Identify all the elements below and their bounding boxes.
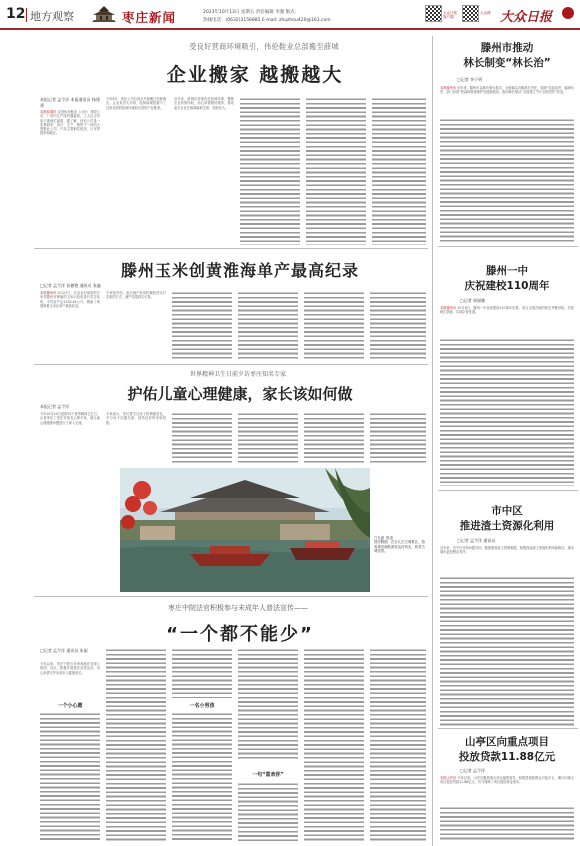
page-number: 12 [6, 6, 26, 22]
dateline-label: 本报滕州讯 [440, 86, 457, 90]
body-column [306, 97, 366, 245]
divider [438, 246, 578, 247]
side-story-headline: 投放贷款11.88亿元 [458, 751, 556, 763]
body-column [440, 806, 574, 842]
story-headline: 滕州玉米创黄淮海单产最高纪录 [120, 261, 359, 280]
byline: 本报记者 孟令洋 [40, 404, 70, 409]
body-column [304, 291, 364, 361]
paragraph: 9月27日，农业农村部组织专家对滕州市种植的玉米示范田进行实打验收，平均亩产达1150.45公斤，刷新了黄淮海夏玉米区单产最高纪录。 [40, 291, 100, 308]
body-column [172, 412, 232, 464]
body-column [172, 712, 232, 842]
body-column [238, 291, 298, 361]
paragraph: 专家表示，家长要关注孩子的情绪变化，多与孩子沟通交流，营造良好的家庭氛围。 [106, 412, 166, 425]
body-column [172, 291, 232, 361]
story-kicker: 枣庄中院法官积极参与未成年人普法宣传—— [168, 604, 308, 612]
side-story-label: 市中区 [491, 505, 523, 517]
story-kicker: 世界精神卫生日前夕访枣庄知名专家 [189, 371, 286, 378]
section-subtitle: 一名小男孩 [189, 703, 215, 709]
byline: □记者 孟令洋 孙德艳 通讯员 张鑫 [40, 283, 101, 288]
dateline [40, 110, 100, 245]
byline: 本报记者 孟令洋 本报通讯员 杨建勇 [40, 97, 100, 108]
divider [34, 364, 428, 365]
byline: □记者 李子明 [457, 77, 483, 82]
body-column [440, 118, 574, 242]
divider [438, 728, 578, 729]
body-column [40, 662, 100, 690]
paper-name: 枣庄新闻 [122, 10, 177, 25]
byline: □记者 孟令洋 通讯员 朱丽 [40, 648, 88, 653]
masthead [0, 0, 580, 36]
body-column [238, 782, 298, 842]
side-story-headline: 推进渣土资源化利用 [459, 520, 555, 532]
body-column [106, 648, 166, 842]
divider [26, 8, 27, 22]
body-column [238, 648, 298, 760]
body-column [106, 97, 166, 245]
dateline-label: 本报滕州讯 [440, 306, 457, 310]
body-column [40, 412, 100, 592]
dateline-label: 本报薛城讯 [40, 110, 57, 114]
side-story-headline: 庆祝建校110周年 [464, 280, 550, 292]
body-column [370, 648, 426, 842]
body-column [174, 97, 234, 245]
body-column [440, 338, 574, 486]
photo-caption: □孔湛 报道 国庆假期，在台儿庄古城景区，游客乘坐画舫游览运河风光，欣赏古城美景。 [374, 536, 425, 554]
paragraph: 近年来，滕州市以林长制为抓手，全面落实各级林长责任，构建“党政同责、属地负责、部门协同”的森林资源保护发展新格局，推动林长制从“全面建立”向“全面见效”转变。 [440, 86, 574, 95]
section-subtitle: 一个小心愿 [57, 703, 83, 709]
divider [438, 490, 578, 491]
pagoda-logo-icon [90, 4, 118, 24]
masthead-rule [0, 28, 580, 30]
seal-icon [562, 7, 574, 19]
paragraph: 今年以来，山亭区聚焦重点项目融资需求，积极搭建政银企对接平台，累计向重点项目投放贷款11.88亿元，有力保障了项目建设资金需求。 [440, 776, 574, 785]
paragraph: 近年来，市中区坚持问题导向，聚焦建筑渣土管理难题，积极探索渣土资源化利用新路径，推动城市更加整洁有序。 [440, 546, 574, 555]
section-subtitle: 一句“喜欢你” [252, 772, 284, 778]
paragraph: 10月8日，滕州一中迎来建校110周年庆典，来自全国各地的校友齐聚母校，共叙师生情谊，共谋学校发展。 [440, 306, 574, 315]
body-column [40, 291, 100, 361]
body-column [238, 412, 298, 464]
side-story-headline: 林长制变“林长治” [463, 57, 551, 69]
body-column [370, 291, 426, 361]
paragraph: 今年8月，伟伦公司总部从外地搬迁至薛城区。企业负责人介绍，选择薛城是看中了这里优质的营商环境和完善的产业配套。 [106, 97, 166, 110]
body-column [370, 412, 426, 464]
story-kicker: 受良好营商环境吸引，伟伦鞋业总部搬至薛城 [189, 42, 339, 51]
photo-ancient-town [120, 468, 370, 592]
paragraph: 今年以来，枣庄中院少年审判庭法官深入校园、社区，积极开展普法宣传活动，用心用情守护未成年人健康成长。 [40, 662, 100, 675]
side-story-label: 山亭区向重点项目 [465, 736, 549, 748]
story-headline: “一个都不能少” [166, 624, 314, 645]
paragraph: 走进伟伦鞋业（山东）有限公司，厂房内生产线机器轰鸣，工人们正有条不紊地忙碌着。据了解，伟伦公司是一家集研发、设计、生产、销售于一体的大型鞋业公司，产品主要销往欧美、日本等国家和地区。 [40, 110, 100, 136]
side-story-label: 滕州市推动 [480, 42, 534, 54]
story-headline: 企业搬家 越搬越大 [166, 64, 344, 86]
byline: □记者 崔丽娜 [460, 298, 486, 303]
paragraph: 专家组介绍，此次测产采用机械收获实打实收的方式，测产结果真实可靠。 [106, 291, 166, 300]
qr-code-icon [425, 5, 442, 22]
section-label: 地方观察 [30, 10, 74, 23]
story-headline: 护佑儿童心理健康，家长该如何做 [127, 385, 353, 403]
body-column [372, 97, 426, 245]
body-column [40, 712, 100, 842]
dateline-label: 本报滕州讯 [40, 291, 57, 295]
divider [34, 596, 428, 597]
side-story-label: 滕州一中 [486, 265, 528, 277]
body-column [172, 648, 232, 698]
body-column [440, 86, 574, 116]
body-column [240, 97, 300, 245]
qr-code-icon [462, 5, 479, 22]
newspaper-title: 大众日报 [500, 10, 553, 25]
body-column [304, 412, 364, 464]
byline: □记者 孟令洋 [460, 768, 486, 773]
body-column [440, 776, 574, 804]
date-line: 2023年10月13日 星期五 责任编辑 李强 版式： [203, 10, 300, 15]
body-column [440, 576, 574, 726]
column-rule [432, 36, 433, 846]
divider [34, 248, 428, 249]
body-column [106, 291, 166, 361]
body-column [440, 306, 574, 336]
paragraph: 今年10月10日是第32个世界精神卫生日，记者采访了枣庄市知名心理专家，就儿童心理健康问题进行了深入交流。 [40, 412, 100, 425]
qr-label: 大众日报客户端 [443, 11, 457, 19]
dateline-label: 本报山亭讯 [440, 776, 457, 780]
paragraph: 近年来，薛城区持续优化营商环境，聚焦企业所需所盼，用心用情做好服务，推动更多企业在薛城落地生根、发展壮大。 [174, 97, 234, 110]
qr-label: 大众网 [480, 11, 491, 15]
phone-line: 热线电话：(0632)3156885 E-mail: zhuzhou420@163.com [203, 18, 331, 23]
body-column [440, 546, 574, 574]
body-column [304, 648, 364, 842]
byline: □记者 孟令洋 通讯员 [457, 538, 496, 543]
